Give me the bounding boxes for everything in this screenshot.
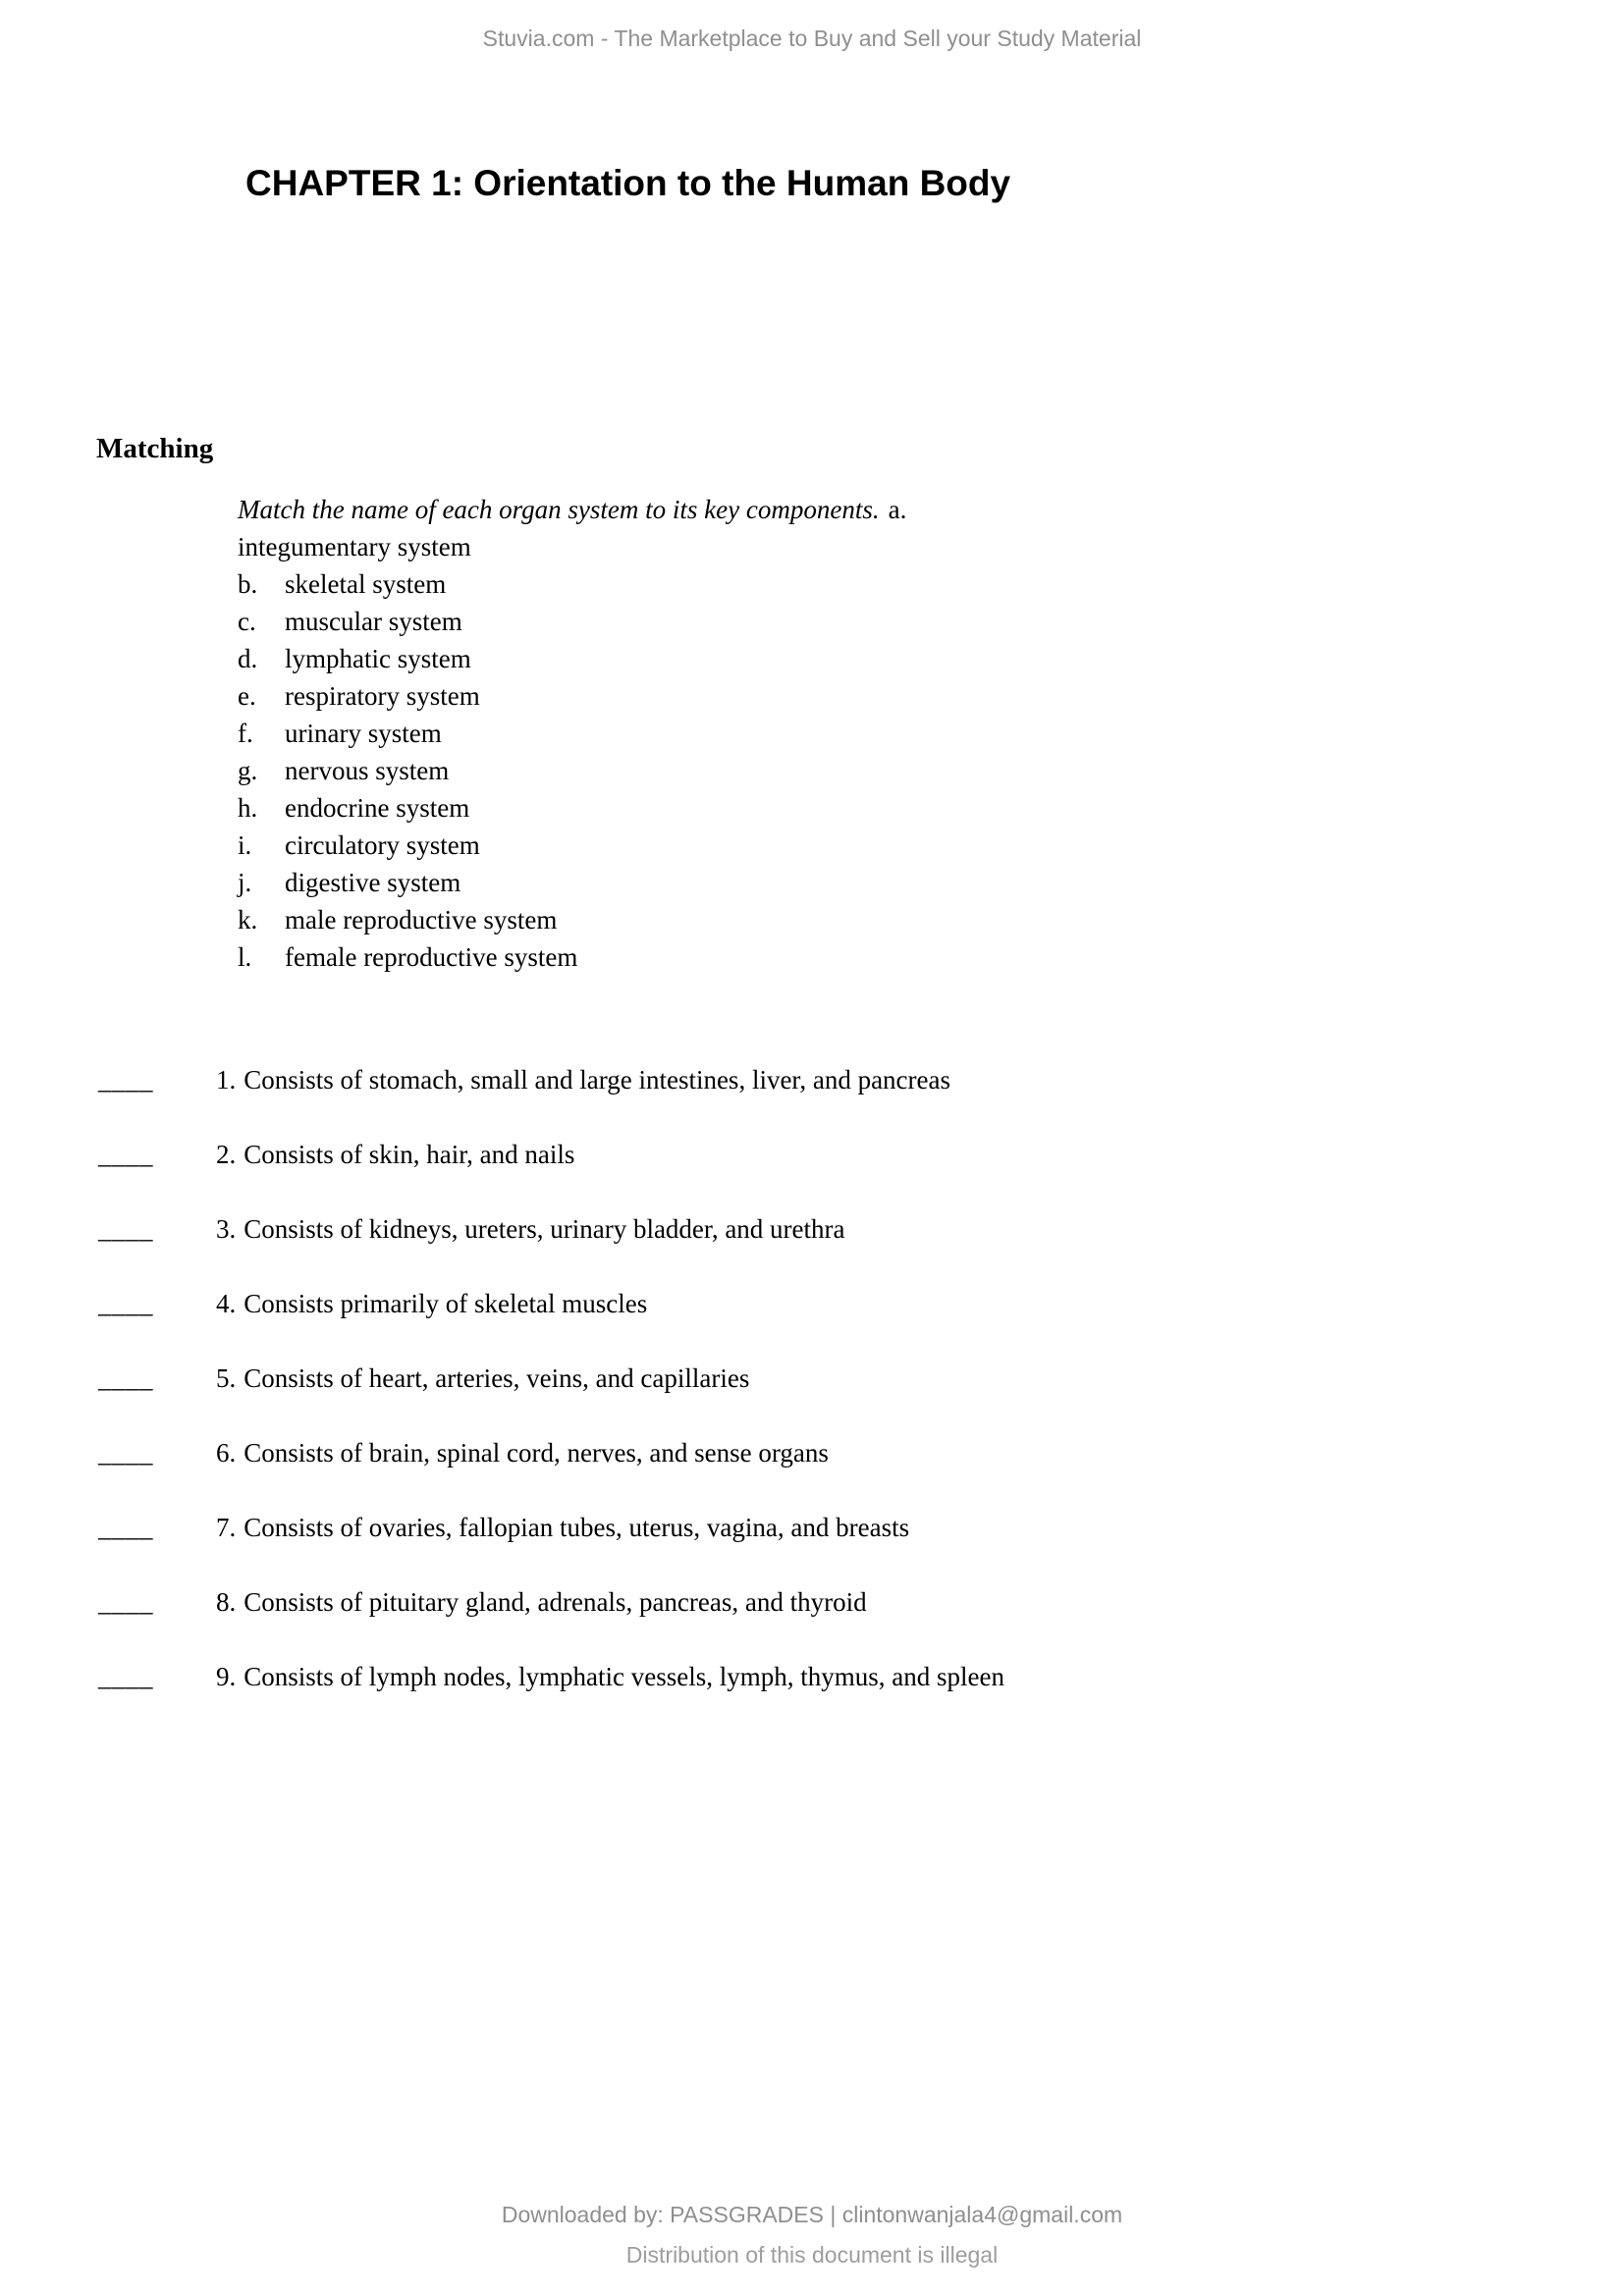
question-text: Consists of stomach, small and large intestines, liver, and pancreas xyxy=(244,1065,951,1095)
option-letter: j. xyxy=(238,868,252,897)
question-number: 1. xyxy=(216,1065,237,1095)
option-letter: k. xyxy=(238,905,258,934)
option-a-label-line xyxy=(238,528,1318,565)
question-number: 9. xyxy=(216,1662,237,1691)
option-b xyxy=(238,565,1318,603)
option-label: skeletal system xyxy=(285,569,447,599)
question-number: 7. xyxy=(216,1513,237,1542)
answer-blank: ____ xyxy=(98,1662,153,1691)
question-text: Consists of skin, hair, and nails xyxy=(244,1140,575,1169)
option-letter: c. xyxy=(238,607,256,636)
question-number: 6. xyxy=(216,1438,237,1468)
option-k xyxy=(238,901,1318,938)
answer-blank: ____ xyxy=(98,1587,153,1617)
option-e xyxy=(238,677,1318,715)
option-label: lymphatic system xyxy=(285,644,471,673)
watermark-footer-distribution-notice: Distribution of this document is illegal xyxy=(625,2242,999,2268)
option-label: digestive system xyxy=(285,868,461,897)
question-number: 5. xyxy=(216,1363,237,1393)
matching-instruction: Match the name of each organ system to its key components. xyxy=(238,495,880,524)
question-text: Consists of pituitary gland, adrenals, pancreas, and thyroid xyxy=(244,1587,867,1617)
answer-blank: ____ xyxy=(98,1065,153,1095)
option-letter-a: a. xyxy=(888,495,907,524)
option-label: female reproductive system xyxy=(285,942,578,972)
option-letter: g. xyxy=(238,756,258,785)
option-letter: f. xyxy=(238,719,253,748)
question-text: Consists of lymph nodes, lymphatic vessels, lymph, thymus, and spleen xyxy=(244,1662,1004,1691)
option-letter: d. xyxy=(238,644,258,673)
option-h xyxy=(238,789,1318,827)
option-i xyxy=(238,827,1318,864)
option-l xyxy=(238,938,1318,976)
question-text: Consists primarily of skeletal muscles xyxy=(244,1289,648,1318)
option-j xyxy=(238,864,1318,901)
answer-blank: ____ xyxy=(98,1140,153,1169)
option-label: nervous system xyxy=(285,756,450,785)
answer-blank: ____ xyxy=(98,1214,153,1244)
option-letter: b. xyxy=(238,569,258,599)
option-label: circulatory system xyxy=(285,830,480,860)
option-label: respiratory system xyxy=(285,681,480,711)
option-label: endocrine system xyxy=(285,793,470,823)
option-letter: e. xyxy=(238,681,256,711)
chapter-title: CHAPTER 1: Orientation to the Human Body xyxy=(245,163,1011,203)
option-g xyxy=(238,752,1318,789)
matching-options-block xyxy=(238,491,1318,976)
option-d xyxy=(238,640,1318,677)
option-label: integumentary system xyxy=(238,532,471,561)
matching-instruction-line xyxy=(238,491,1318,528)
question-number: 8. xyxy=(216,1587,237,1617)
question-number: 2. xyxy=(216,1140,237,1169)
question-number: 3. xyxy=(216,1214,237,1244)
option-letter: i. xyxy=(238,830,252,860)
answer-blank: ____ xyxy=(98,1513,153,1542)
option-f xyxy=(238,715,1318,752)
question-text: Consists of brain, spinal cord, nerves, and sense organs xyxy=(244,1438,829,1468)
question-number: 4. xyxy=(216,1289,237,1318)
answer-blank: ____ xyxy=(98,1363,153,1393)
watermark-footer-downloaded-by: Downloaded by: PASSGRADES | clintonwanjala4@gmail.com xyxy=(501,2202,1123,2227)
answer-blank: ____ xyxy=(98,1438,153,1468)
question-text: Consists of ovaries, fallopian tubes, uterus, vagina, and breasts xyxy=(244,1513,910,1542)
option-letter: h. xyxy=(238,793,258,823)
question-text: Consists of heart, arteries, veins, and capillaries xyxy=(244,1363,750,1393)
matching-section-heading: Matching xyxy=(96,433,214,464)
option-label: muscular system xyxy=(285,607,462,636)
option-label: urinary system xyxy=(285,719,442,748)
option-label: male reproductive system xyxy=(285,905,558,934)
answer-blank: ____ xyxy=(98,1289,153,1318)
question-text: Consists of kidneys, ureters, urinary bladder, and urethra xyxy=(244,1214,845,1244)
watermark-header: Stuvia.com - The Marketplace to Buy and Sell your Study Material xyxy=(482,26,1142,51)
option-letter: l. xyxy=(238,942,252,972)
option-c xyxy=(238,603,1318,640)
